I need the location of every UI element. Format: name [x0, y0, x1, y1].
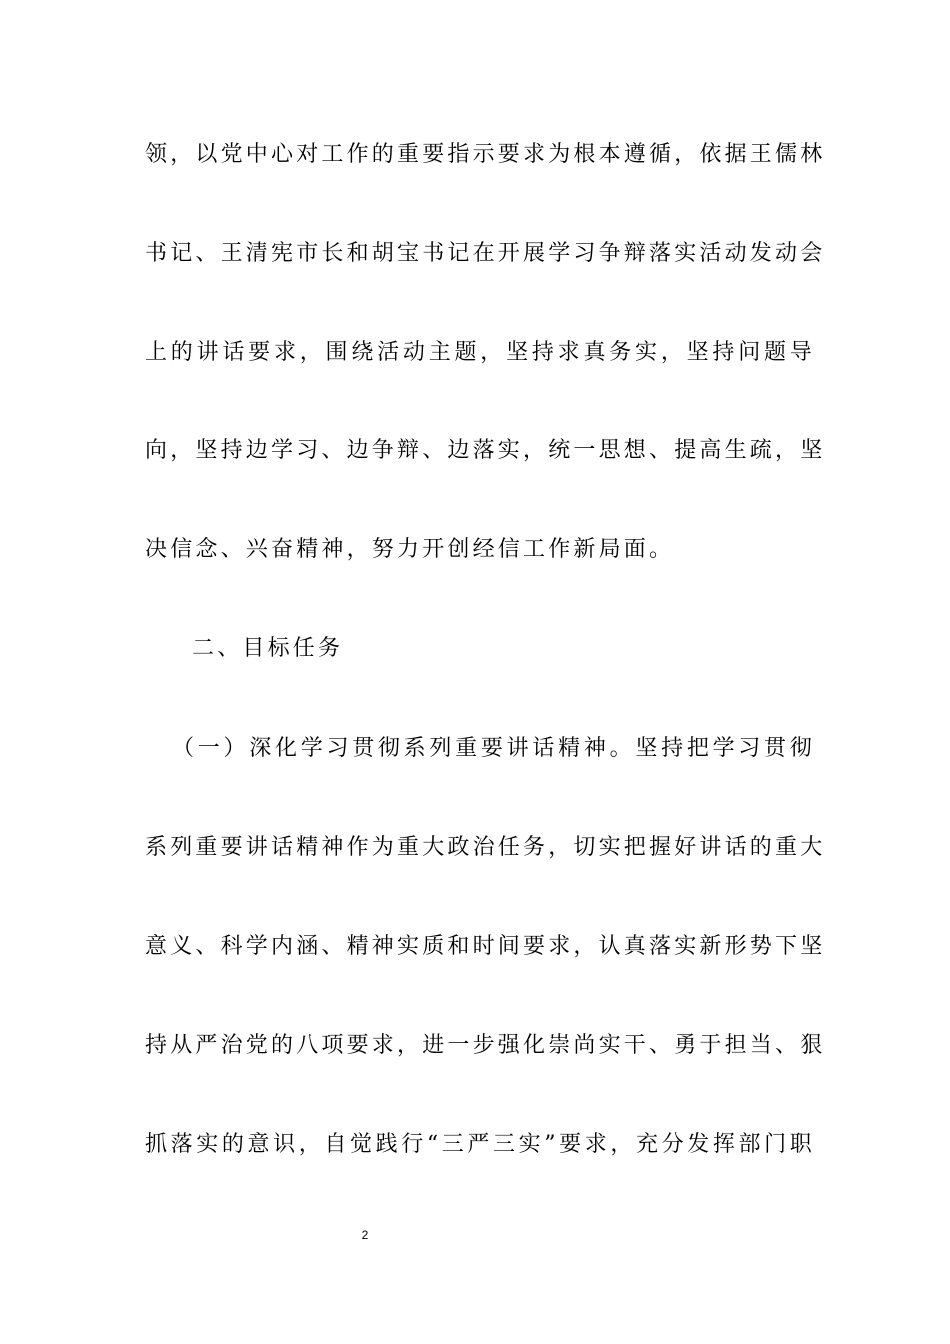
body-text-line: 向，坚持边学习、边争辩、边落实，统一思想、提高生疏，坚 [145, 438, 826, 463]
body-text-line: 抓落实的意识，自觉践行“三严三实”要求，充分发挥部门职 [145, 1132, 815, 1157]
subsection-paragraph-start: （一）深化学习贯彻系列重要讲话精神。坚持把学习贯彻 [172, 736, 815, 761]
page-number: 2 [361, 1228, 369, 1242]
body-text-line: 系列重要讲话精神作为重大政治任务，切实把握好讲话的重大 [145, 835, 826, 860]
section-heading: 二、目标任务 [192, 636, 344, 661]
body-text-line: 意义、科学内涵、精神实质和时间要求，认真落实新形势下坚 [145, 934, 826, 959]
body-text-line: 决信念、兴奋精神，努力开创经信工作新局面。 [145, 537, 675, 562]
body-text-line: 领，以党中心对工作的重要指示要求为根本遵循，依据王儒林 [145, 142, 826, 167]
body-text-line: 上的讲话要求，围绕活动主题，坚持求真务实，坚持问题导 [145, 340, 815, 365]
body-text-line: 书记、王清宪市长和胡宝书记在开展学习争辩落实活动发动会 [145, 241, 826, 266]
body-text-line: 持从严治党的八项要求，进一步强化崇尚实干、勇于担当、狠 [145, 1033, 826, 1058]
